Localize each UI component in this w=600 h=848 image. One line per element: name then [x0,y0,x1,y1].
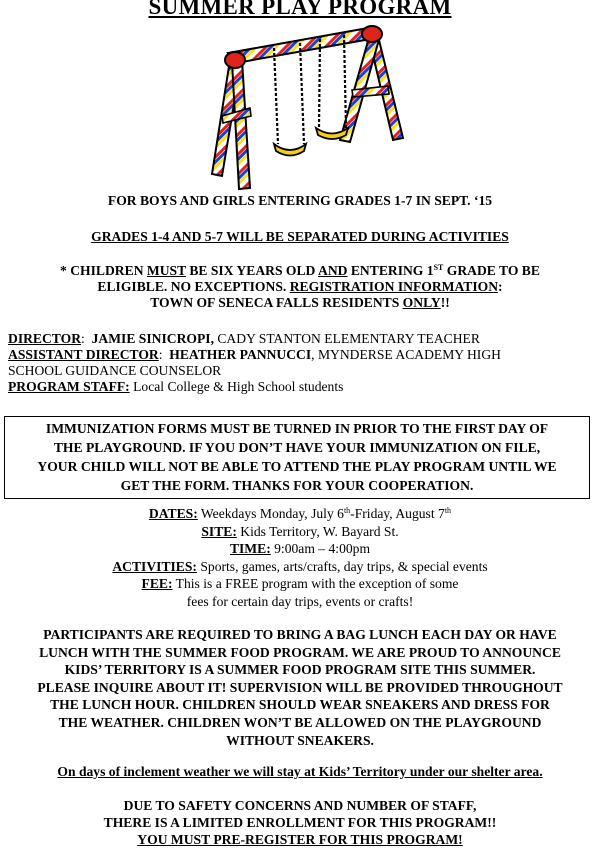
eligibility-line-3: TOWN OF SENECA FALLS RESIDENTS ONLY!! [150,295,450,310]
lunch-line: PLEASE INQUIRE ABOUT IT! SUPERVISION WILL BE PROVIDED THROUGHOUT [37,679,563,695]
program-details [0,505,600,611]
eligibility-line-2: ELIGIBLE. NO EXCEPTIONS. REGISTRATION INFORMATION: [97,279,503,294]
assistant-director-line: ASSISTANT DIRECTOR: HEATHER PANNUCCI, MYNDERSE ACADEMY HIGH [8,347,501,362]
dates-line: DATES: Weekdays Monday, July 6th-Friday, August 7th [148,506,452,521]
fee-line-2: fees for certain day trips, events or crafts! [186,593,414,609]
lunch-line: THE WEATHER. CHILDREN WON’T BE ALLOWED ON THE PLAYGROUND [58,714,542,730]
eligibility-line-1: * CHILDREN MUST BE SIX YEARS OLD AND ENTERING 1ST GRADE TO BE [60,263,540,278]
separated-line: GRADES 1-4 AND 5-7 WILL BE SEPARATED DURING ACTIVITIES [91,229,509,244]
weather-line: On days of inclement weather we will stay at Kids’ Territory under our shelter area. [57,764,543,779]
grades-line: FOR BOYS AND GIRLS ENTERING GRADES 1-7 IN SEPT. ‘15 [107,193,493,208]
lunch-notice [6,626,594,749]
lunch-line: PARTICIPANTS ARE REQUIRED TO BRING A BAG LUNCH EACH DAY OR HAVE [43,627,557,642]
site-line: SITE: Kids Territory, W. Bayard St. [201,523,399,539]
lunch-line: WITHOUT SNEAKERS. [226,732,374,748]
immunization-line: YOUR CHILD WILL NOT BE ABLE TO ATTEND THE PLAY PROGRAM UNTIL WE [37,459,557,474]
fee-line: FEE: This is a FREE program with the exception of some [141,576,459,592]
immunization-line: THE PLAYGROUND. IF YOU DON’T HAVE YOUR IMMUNIZATION ON FILE, [53,440,541,455]
activities-line: ACTIVITIES: Sports, games, arts/crafts, day trips, & special events [112,558,488,574]
program-staff-line: PROGRAM STAFF: Local College & High School students [8,379,344,394]
immunization-notice-box [4,416,590,499]
lunch-line: THE LUNCH HOUR. CHILDREN SHOULD WEAR SNEAKERS AND DRESS FOR [50,697,550,713]
swing-set-icon [192,20,408,192]
page-title: SUMMER PLAY PROGRAM [148,0,452,19]
assistant-director-line-2: SCHOOL GUIDANCE COUNSELOR [8,363,222,378]
immunization-line: GET THE FORM. THANKS FOR YOUR COOPERATION. [120,478,474,493]
enrollment-line: THERE IS A LIMITED ENROLLMENT FOR THIS PROGRAM!! [103,815,497,830]
enrollment-line: DUE TO SAFETY CONCERNS AND NUMBER OF STAFF, [123,798,477,813]
staff-section [8,331,596,395]
enrollment-notice [6,797,594,848]
lunch-line: KIDS’ TERRITORY IS A SUMMER FOOD PROGRAM SITE THIS SUMMER. [64,662,536,678]
eligibility-notice [6,263,594,311]
lunch-line: LUNCH WITH THE SUMMER FOOD PROGRAM. WE ARE PROUD TO ANNOUNCE [39,644,561,660]
director-line: DIRECTOR: JAMIE SINICROPI, CADY STANTON ELEMENTARY TEACHER [8,331,480,346]
time-line: TIME: 9:00am – 4:00pm [229,541,371,557]
immunization-line: IMMUNIZATION FORMS MUST BE TURNED IN PRIOR TO THE FIRST DAY OF [45,421,549,436]
preregister-line: YOU MUST PRE-REGISTER FOR THIS PROGRAM! [137,832,463,847]
